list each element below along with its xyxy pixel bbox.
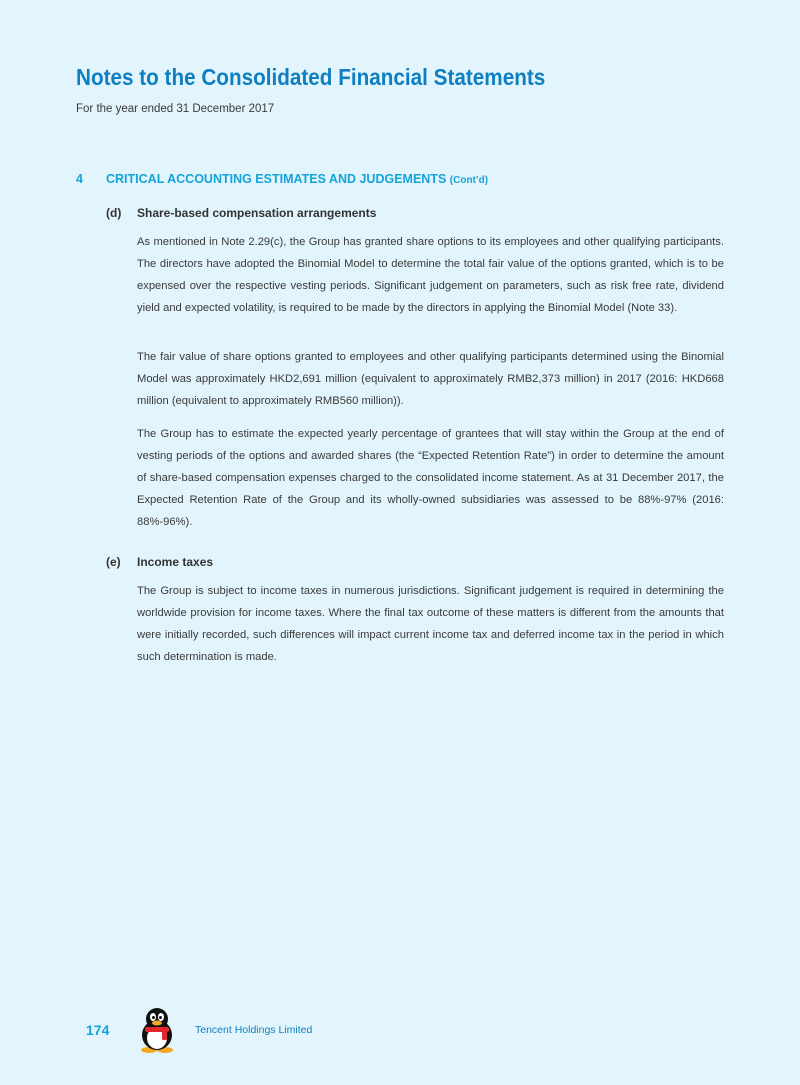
subsection-heading-e	[106, 555, 213, 569]
subsection-title: Share-based compensation arrangements	[137, 206, 377, 220]
penguin-mascot-icon	[137, 1007, 177, 1053]
page-title: Notes to the Consolidated Financial Statements	[76, 64, 546, 90]
page-number: 174	[86, 1022, 110, 1038]
section-heading	[76, 172, 488, 186]
company-name: Tencent Holdings Limited	[195, 1024, 313, 1036]
section-number: 4	[76, 172, 83, 186]
paragraph: As mentioned in Note 2.29(c), the Group has granted share options to its employees and other qualifying participants. The directors have adopted the Binomial Model to determine the total fair value of the options granted, which is to be expensed over the respective vesting periods. Significant judgement on parameters, such as risk free rate, dividend yield and expected volatility, is required to be made by the directors in applying the Binomial Model (Note 33).	[137, 236, 724, 314]
paragraph: The Group is subject to income taxes in numerous jurisdictions. Significant judgement is required in determining the worldwide provision for income taxes. Where the final tax outcome of these matters is different from the amounts that were initially recorded, such differences will impact current income tax and deferred income tax in the period in which such determination is made.	[137, 585, 724, 663]
section-continued: (Cont’d)	[449, 175, 489, 186]
paragraph: The fair value of share options granted to employees and other qualifying participants determined using the Binomial Model was approximately HKD2,691 million (equivalent to approximately RMB2,373 million) in 2017 (2016: HKD668 million (equivalent to approximately RMB560 million)).	[137, 351, 724, 407]
paragraph: The Group has to estimate the expected yearly percentage of grantees that will stay within the Group at the end of vesting periods of the options and awarded shares (the “Expected Retention Rate”) in order to determine the amount of share-based compensation expenses charged to the consolidated income statement. As at 31 December 2017, the Expected Retention Rate of the Group and its wholly-owned subsidiaries was assessed to be 88%-97% (2016: 88%-96%).	[137, 428, 724, 528]
subsection-title: Income taxes	[137, 555, 214, 569]
subsection-heading-d	[106, 206, 376, 220]
page-subtitle: For the year ended 31 December 2017	[76, 103, 275, 115]
section-title: CRITICAL ACCOUNTING ESTIMATES AND JUDGEMENTS	[106, 172, 447, 186]
subsection-letter: (e)	[106, 555, 121, 569]
subsection-letter: (d)	[106, 206, 122, 220]
